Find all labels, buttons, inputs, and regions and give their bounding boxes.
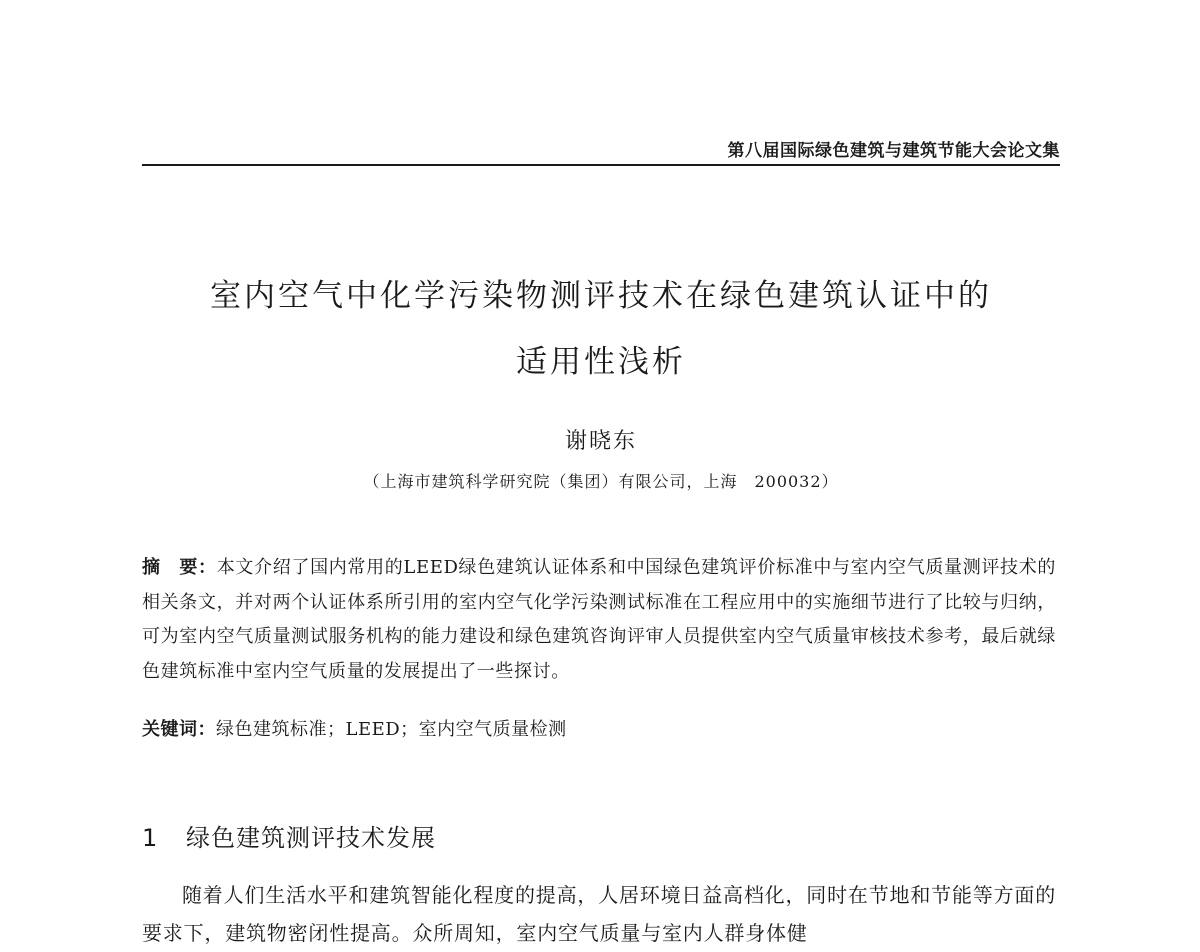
section-number: 1 bbox=[142, 824, 159, 852]
keywords bbox=[142, 715, 1056, 741]
keywords-label: 关键词： bbox=[142, 719, 216, 740]
section-heading bbox=[142, 818, 436, 853]
keywords-text: 绿色建筑标准；LEED；室内空气质量检测 bbox=[216, 719, 567, 740]
author-affiliation: （上海市建筑科学研究院（集团）有限公司，上海 200032） bbox=[363, 472, 839, 491]
abstract-label: 摘 要： bbox=[142, 557, 217, 578]
paper-title-line-1: 室内空气中化学污染物测评技术在绿色建筑认证中的 bbox=[210, 278, 992, 314]
section-title: 绿色建筑测评技术发展 bbox=[186, 824, 436, 852]
running-header: 第八届国际绿色建筑与建筑节能大会论文集 bbox=[727, 141, 1060, 161]
paper-title-line-2: 适用性浅析 bbox=[516, 344, 686, 380]
header-rule bbox=[142, 164, 1060, 166]
abstract bbox=[142, 551, 1056, 689]
body-paragraph: 随着人们生活水平和建筑智能化程度的提高，人居环境日益高档化，同时在节地和节能等方面的要求下，建筑物密闭性提高。众所周知，室内空气质量与室内人群身体健 bbox=[142, 883, 1056, 945]
abstract-text: 本文介绍了国内常用的LEED绿色建筑认证体系和中国绿色建筑评价标准中与室内空气质量测评技术的相关条文，并对两个认证体系所引用的室内空气化学污染测试标准在工程应用中的实施细节进行了比较与归纳，可为室内空气质量测试服务机构的能力建设和绿色建筑咨询评审人员提供室内空气质量审核技术参考，最后就绿色建筑标准中室内空气质量的发展提出了一些探讨。 bbox=[142, 557, 1057, 682]
author-name: 谢晓东 bbox=[564, 429, 637, 454]
